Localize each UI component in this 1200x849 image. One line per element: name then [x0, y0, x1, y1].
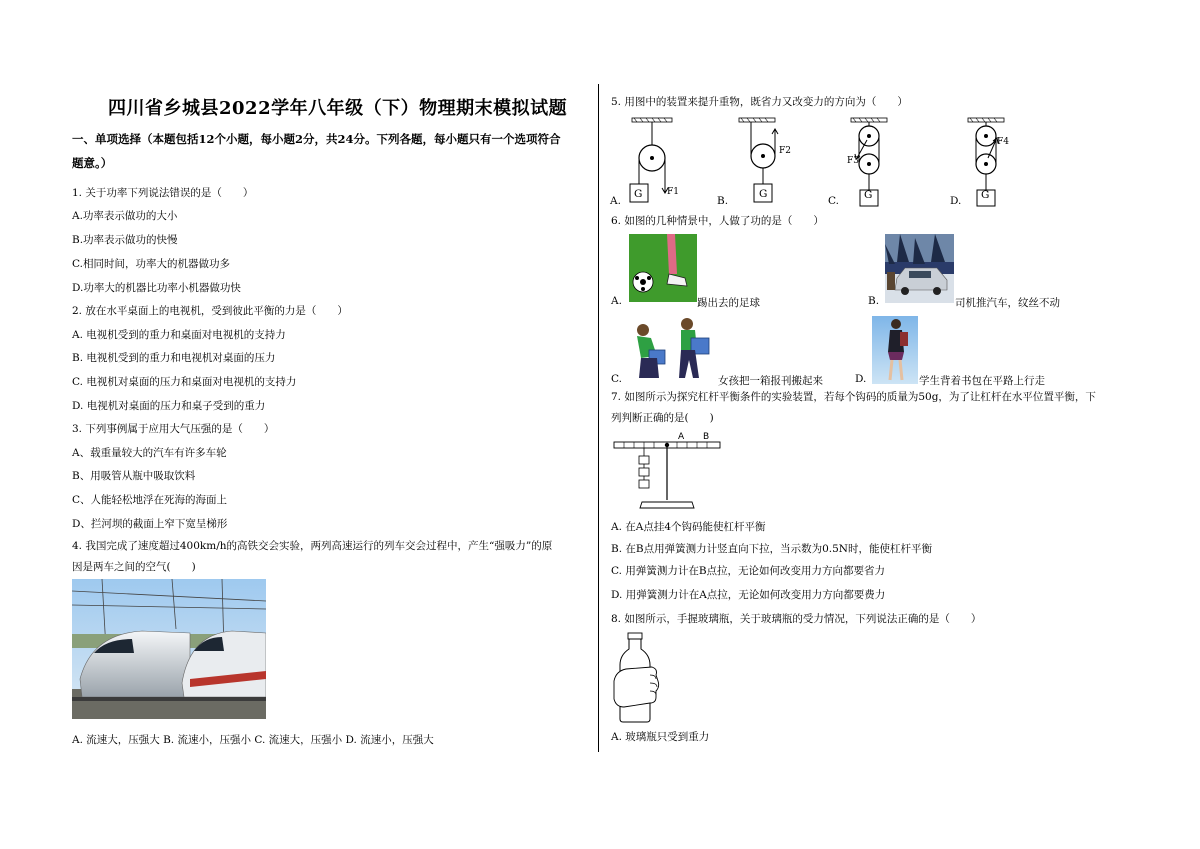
question-2-option-b: B. 电视机受到的重力和电视机对桌面的压力: [72, 352, 276, 364]
pulley-c-label: C.: [828, 195, 839, 207]
section-heading: 一、单项选择（本题包括12个小题，每小题2分，共24分。下列各题，每小题只有一个选项符合: [72, 132, 561, 146]
student-walking-photo: [872, 316, 918, 384]
question-1-option-c: C.相同时间，功率大的机器做功多: [72, 258, 230, 270]
question-1-option-a: A.功率表示做功的大小: [72, 210, 178, 222]
pulley-d-label: D.: [950, 195, 962, 207]
pulley-d-force: F4: [997, 137, 1009, 147]
pulley-a-force: F1: [667, 187, 679, 197]
pulley-b-weight: G: [759, 188, 768, 200]
page-title: 四川省乡城县2022学年八年级（下）物理期末模拟试题: [108, 98, 568, 119]
lever-point-a: A: [678, 432, 685, 442]
pulley-a-weight: G: [634, 188, 643, 200]
question-2-option-c: C. 电视机对桌面的压力和桌面对电视机的支持力: [72, 376, 297, 388]
question-3-option-c: C、人能轻松地浮在死海的海面上: [72, 494, 228, 506]
pulley-c-force: F3: [847, 156, 859, 166]
question-8-stem: 8. 如图所示，手握玻璃瓶，关于玻璃瓶的受力情况，下列说法正确的是（ ）: [611, 613, 982, 625]
question-6-option-b-text: 司机推汽车，纹丝不动: [955, 297, 1060, 309]
question-1-option-d: D.功率大的机器比功率小机器做功快: [72, 282, 241, 294]
column-divider: [598, 84, 599, 752]
pulley-d-weight: G: [981, 189, 990, 201]
kicked-football-photo: [629, 234, 697, 302]
question-1-option-b: B.功率表示做功的快慢: [72, 234, 178, 246]
lever-point-b: B: [703, 432, 710, 442]
lever-diagram: [612, 432, 724, 514]
question-7-option-d: D. 用弹簧测力计在A点拉，无论如何改变用力方向都要费力: [611, 589, 886, 601]
pulley-b-label: B.: [717, 195, 729, 207]
question-7-stem-cont: 列判断正确的是( ): [611, 412, 714, 424]
question-5-stem: 5. 用图中的装置来提升重物，既省力又改变力的方向为（ ）: [611, 96, 908, 108]
pulley-c-weight: G: [864, 189, 873, 201]
question-4-options: A. 流速大，压强大 B. 流速小，压强小 C. 流速大，压强小 D. 流速小，压强大: [72, 734, 434, 746]
question-6-option-a-text: 踢出去的足球: [697, 297, 760, 309]
pulley-a-label: A.: [610, 195, 621, 207]
question-3-option-a: A、载重量较大的汽车有许多车轮: [72, 447, 227, 459]
question-6-option-c-label: C.: [611, 373, 622, 385]
pulley-b-force: F2: [779, 146, 791, 156]
question-7-option-b: B. 在B点用弹簧测力计竖直向下拉，当示数为0.5N时，能使杠杆平衡: [611, 543, 932, 555]
question-1-stem: 1. 关于功率下列说法错误的是（ ）: [72, 187, 254, 199]
question-6-stem: 6. 如图的几种情景中，人做了功的是（ ）: [611, 215, 824, 227]
pushing-car-photo: [885, 234, 954, 303]
hand-holding-bottle-diagram: [612, 631, 664, 725]
question-7-stem: 7. 如图所示为探究杠杆平衡条件的实验装置，若每个钩码的质量为50g，为了让杠杆在水平位置平衡，下: [611, 391, 1096, 403]
question-4-stem: 4. 我国完成了速度超过400km/h的高铁交会实验，两列高速运行的列车交会过程中，产生“强吸力”的原: [72, 540, 553, 552]
question-6-option-b-label: B.: [868, 295, 880, 307]
question-8-option-a: A. 玻璃瓶只受到重力: [611, 731, 710, 743]
high-speed-trains-photo: [72, 579, 266, 719]
question-6-option-d-label: D.: [855, 373, 867, 385]
question-7-option-c: C. 用弹簧测力计在B点拉，无论如何改变用力方向都要省力: [611, 565, 886, 577]
question-2-option-d: D. 电视机对桌面的压力和桌子受到的重力: [72, 400, 266, 412]
question-6-option-d-text: 学生背着书包在平路上行走: [919, 375, 1045, 387]
question-7-option-a: A. 在A点挂4个钩码能使杠杆平衡: [611, 521, 766, 533]
question-4-stem-cont: 因是两车之间的空气( ): [72, 561, 196, 573]
section-heading-cont: 题意。）: [72, 156, 113, 170]
question-2-stem: 2. 放在水平桌面上的电视机，受到彼此平衡的力是（ ）: [72, 305, 348, 317]
question-3-option-d: D、拦河坝的截面上窄下宽呈梯形: [72, 518, 228, 530]
question-6-option-c-text: 女孩把一箱报刊搬起来: [718, 375, 823, 387]
question-6-option-a-label: A.: [611, 295, 622, 307]
question-3-option-b: B、用吸管从瓶中吸取饮料: [72, 470, 196, 482]
question-2-option-a: A. 电视机受到的重力和桌面对电视机的支持力: [72, 329, 286, 341]
question-3-stem: 3. 下列事例属于应用大气压强的是（ ）: [72, 423, 275, 435]
girl-lifting-box-photo: [629, 316, 719, 384]
